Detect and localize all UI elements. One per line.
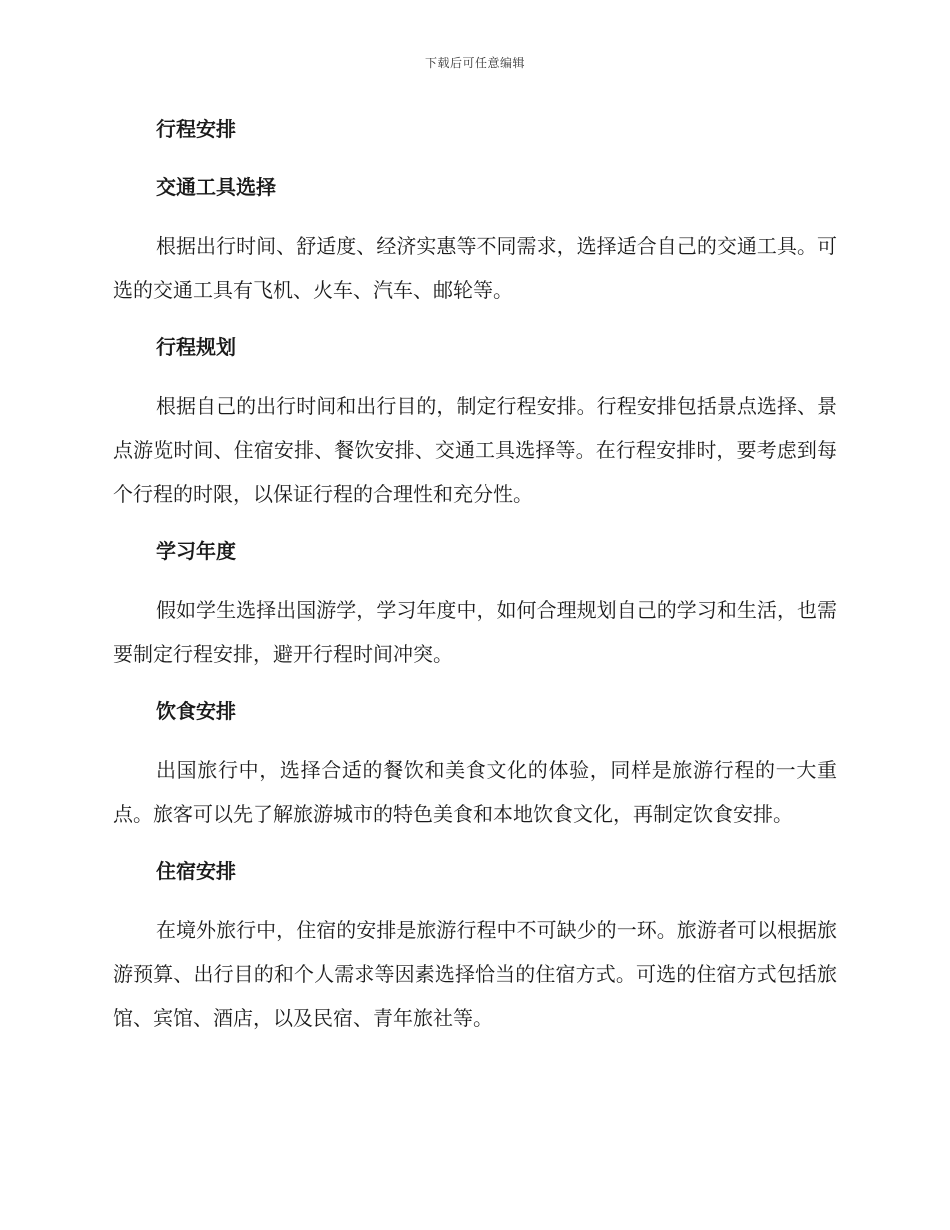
section-heading-study-year: 学习年度 [156,539,236,563]
paragraph-transport: 根据出行时间、舒适度、经济实惠等不同需求，选择适合自己的交通工具。可选的交通工具有飞机、火车、汽车、邮轮等。 [113,234,837,302]
section-heading-planning: 行程规划 [156,335,236,359]
section-heading-itinerary: 行程安排 [156,117,236,141]
section-heading-lodging: 住宿安排 [156,859,236,883]
header-note: 下载后可任意编辑 [424,56,525,70]
section-heading-transport: 交通工具选择 [156,175,276,199]
section-heading-dining: 饮食安排 [156,699,236,723]
paragraph-dining: 出国旅行中，选择合适的餐饮和美食文化的体验，同样是旅游行程的一大重点。旅客可以先了解旅游城市的特色美食和本地饮食文化，再制定饮食安排。 [113,758,837,826]
paragraph-planning: 根据自己的出行时间和出行目的，制定行程安排。行程安排包括景点选择、景点游览时间、住宿安排、餐饮安排、交通工具选择等。在行程安排时，要考虑到每个行程的时限，以保证行程的合理性和充分性。 [113,394,837,506]
document-body [113,108,837,1054]
paragraph-study-year: 假如学生选择出国游学，学习年度中，如何合理规划自己的学习和生活，也需要制定行程安排，避开行程时间冲突。 [113,598,837,666]
paragraph-lodging: 在境外旅行中，住宿的安排是旅游行程中不可缺少的一环。旅游者可以根据旅游预算、出行目的和个人需求等因素选择恰当的住宿方式。可选的住宿方式包括旅馆、宾馆、酒店，以及民宿、青年旅社等。 [113,918,837,1030]
